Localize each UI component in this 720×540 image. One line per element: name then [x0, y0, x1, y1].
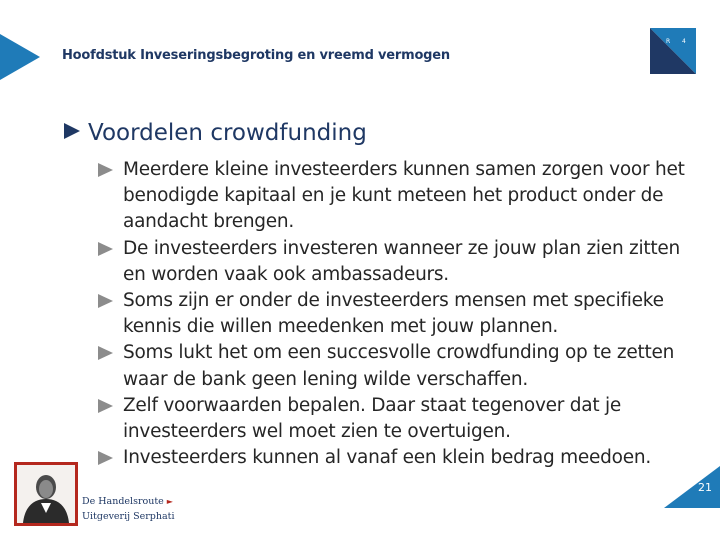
publisher-logo — [14, 462, 174, 528]
portrait-icon — [14, 462, 78, 526]
chapter-flag-shape — [0, 34, 40, 80]
brand-logo — [650, 28, 696, 74]
bullet-text: Soms zijn er onder de investeerders mensen met specifieke kennis die willen meedenken met jouw plannen. — [123, 290, 664, 338]
bullet-arrow-icon — [98, 242, 113, 256]
heading-text: Voordelen crowdfunding — [88, 120, 367, 146]
bullet-item — [98, 157, 698, 236]
bullet-text: Soms lukt het om een succesvolle crowdfunding op te zetten waar de bank geen lening wilde verschaffen. — [123, 342, 675, 390]
bullet-list — [98, 157, 698, 471]
bullet-text: Meerdere kleine investeerders kunnen samen zorgen voor het benodigde kapitaal en je kunt meteen het product onder de aandacht brengen. — [123, 159, 685, 233]
chapter-title: Hoofdstuk Inveseringsbegroting en vreemd vermogen — [62, 48, 450, 63]
heading-bullet-icon — [64, 123, 80, 139]
logo-letter-1: R — [666, 38, 671, 45]
publisher-name — [82, 494, 175, 524]
logo-letter-2: 4 — [682, 38, 686, 45]
bullet-arrow-icon — [98, 346, 113, 360]
bullet-item — [98, 393, 698, 445]
slide-heading — [64, 120, 367, 146]
bullet-arrow-icon — [98, 163, 113, 177]
bullet-arrow-icon — [98, 399, 113, 413]
page-number-badge — [664, 466, 720, 508]
publisher-arrow-icon: ► — [166, 497, 173, 506]
bullet-text: Zelf voorwaarden bepalen. Daar staat tegenover dat je investeerders wel moet zien te overtuigen. — [123, 394, 622, 443]
publisher-line-1: De Handelsroute — [82, 496, 164, 507]
bullet-item — [98, 288, 698, 340]
page-number: 21 — [698, 481, 712, 494]
bullet-item — [98, 445, 698, 471]
bullet-text: Investeerders kunnen al vanaf een klein bedrag meedoen. — [123, 447, 651, 469]
bullet-arrow-icon — [98, 294, 113, 308]
bullet-item — [98, 340, 698, 392]
bullet-item — [98, 236, 698, 288]
publisher-line-2: Uitgeverij Serphati — [82, 511, 175, 522]
bullet-text: De investeerders investeren wanneer ze jouw plan zien zitten en worden vaak ook ambassadeurs. — [123, 237, 681, 285]
